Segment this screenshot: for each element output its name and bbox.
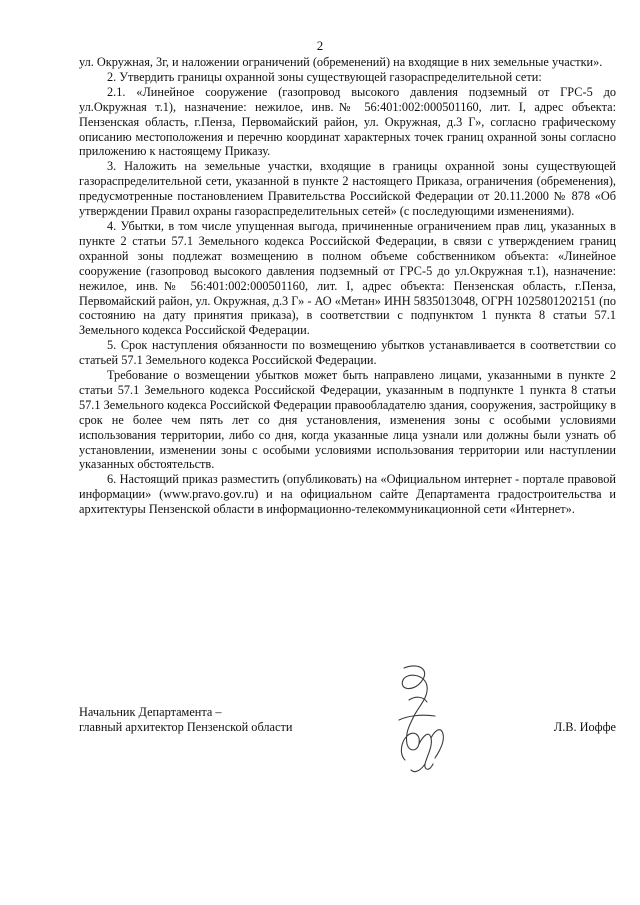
document-body [79, 55, 616, 517]
paragraph-item-6: 6. Настоящий приказ разместить (опубликовать) на «Официальном интернет - портале правовой информации» (www.pravo.gov.ru) и на официальном сайте Департамента градостроительства и архитектуры Пензенской области в информационно-телекоммуникационной сети «Интернет». [79, 472, 616, 517]
signature-block [79, 700, 616, 780]
paragraph-item-3: 3. Наложить на земельные участки, входящие в границы охранной зоны существующей газораспределительной сети, указанной в пункте 2 настоящего Приказа, ограничения (обременения), предусмотренные постановлением Правительства Российской Федерации от 20.11.2000 № 878 «Об утверждении Правил охраны газораспределительных сетей» (с последующими изменениями). [79, 159, 616, 219]
signer-title-line-1: Начальник Департамента – [79, 705, 222, 719]
paragraph-item-2-1: 2.1. «Линейное сооружение (газопровод высокого давления подземный от ГРС-5 до ул.Окружная т.1), назначение: нежилое, инв.№ 56:401:002:000501160, лит. I, адрес объекта: Пензенская область, г.Пенза, Первомайский район, ул. Окружная, д.3 Г», согласно графическому описанию местоположения и перечню координат характерных точек границ охранной зоны согласно приложению к настоящему Приказу. [79, 84, 616, 159]
page-number: 2 [316, 38, 324, 53]
paragraph-continuation: ул. Окружная, 3г, и наложении ограничений (обременений) на входящие в них земельные участки». [79, 55, 603, 69]
paragraph-compensation-claim: Требование о возмещении убытков может быть направлено лицами, указанными в пункте 2 статьи 57.1 Земельного кодекса Российской Федерации, указанным в подпункте 1 пункта 8 статьи 57.1 Земельного кодекса Российской Федерации правообладателю здания, сооружения, застройщику в срок не более чем пять лет со дня установления, изменения зоны с особыми условиями использования территории, либо со дня, когда указанные лица узнали или должны были узнать об установлении, изменении зоны с особыми условиями использования территории или наступлении указанных обстоятельств. [79, 368, 616, 472]
paragraph-item-5: 5. Срок наступления обязанности по возмещению убытков устанавливается в соответствии со статьей 57.1 Земельного кодекса Российской Федерации. [79, 338, 616, 368]
signer-title [79, 705, 292, 735]
paragraph-item-4: 4. Убытки, в том числе упущенная выгода, причиненные ограничением прав лиц, указанных в пункте 2 статьи 57.1 Земельного кодекса Российской Федерации, в связи с утверждением границ охранной зоны подлежат возмещению в полном объеме собственником объекта: «Линейное сооружение (газопровод высокого давления подземный от ГРС-5 до ул.Окружная т.1), назначение: нежилое, инв.№ 56:401:002:000501160, лит. I, адрес объекта: Пензенская область, г.Пенза, Первомайский район, ул. Окружная, д.3 Г» - АО «Метан» ИНН 5835013048, ОГРН 1025801202151 (по состоянию на дату принятия приказа), в соответствии с подпунктом 1 пункта 8 статьи 57.1 Земельного кодекса Российской Федерации. [79, 218, 616, 338]
signer-title-line-2: главный архитектор Пензенской области [79, 720, 293, 734]
signer-name: Л.В. Иоффе [553, 720, 616, 734]
handwritten-signature [369, 660, 459, 780]
paragraph-item-2: 2. Утвердить границы охранной зоны существующей газораспределительной сети: [107, 69, 542, 84]
